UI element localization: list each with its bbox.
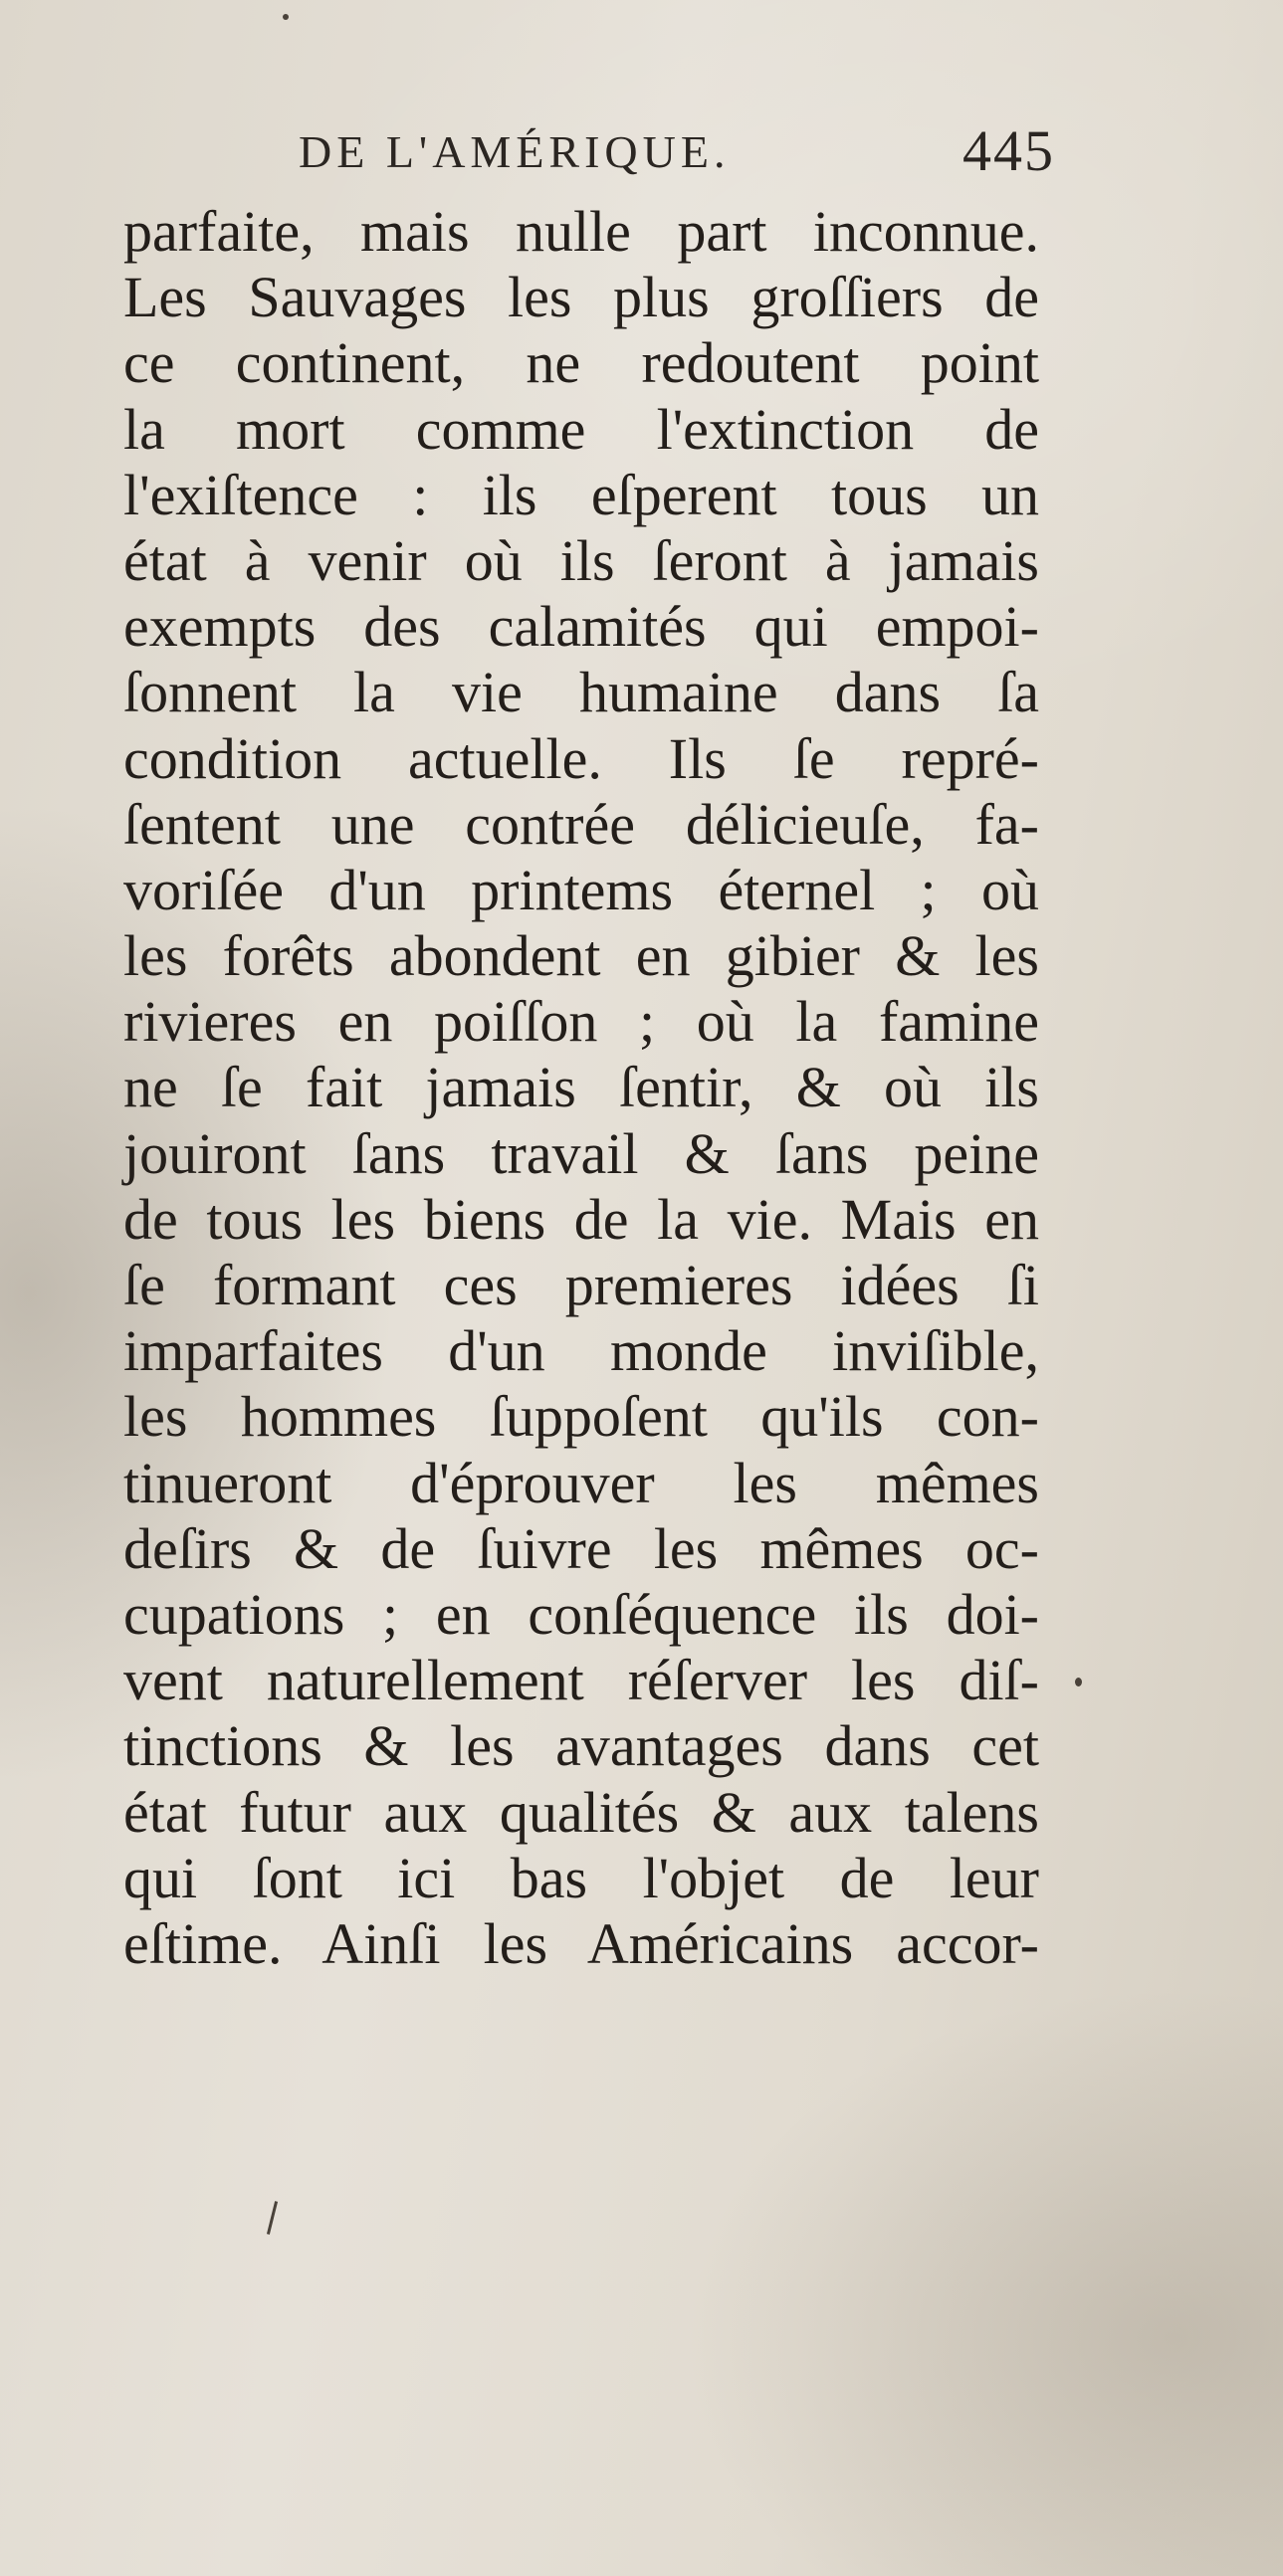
text-line: imparfaites d'un monde inviſible,	[123, 1318, 1039, 1384]
text-line: tinueront d'éprouver les mêmes	[123, 1450, 1039, 1515]
text-line: voriſée d'un printems éternel ; où	[123, 857, 1039, 922]
text-line: condition actuelle. Ils ſe repré-	[123, 725, 1039, 791]
text-line: ſe formant ces premieres idées ſi	[123, 1253, 1039, 1317]
text-line: deſirs & de ſuivre les mêmes oc-	[123, 1515, 1039, 1581]
page-number: 445	[962, 118, 1055, 183]
text-line: eſtime. Ainſi les Américains accor-	[123, 1910, 1039, 1976]
text-line: Les Sauvages les plus groſſiers de	[123, 265, 1039, 330]
text-line: ce continent, ne redoutent point	[123, 330, 1039, 396]
text-line: les forêts abondent en gibier & les	[123, 923, 1039, 989]
text-line: ſonnent la vie humaine dans ſa	[123, 660, 1039, 725]
text-line: parfaite, mais nulle part inconnue.	[123, 199, 1039, 264]
text-line: qui ſont ici bas l'objet de leur	[123, 1845, 1039, 1910]
text-line: vent naturellement réſerver les diſ-	[123, 1648, 1039, 1713]
text-line: rivieres en poiſſon ; où la famine	[123, 989, 1039, 1055]
text-line: tinctions & les avantages dans cet	[123, 1713, 1039, 1779]
body-text	[123, 199, 1039, 1977]
running-head	[299, 117, 1055, 187]
text-line: ne ſe fait jamais ſentir, & où ils	[123, 1055, 1039, 1120]
text-line: ſentent une contrée délicieuſe, fa-	[123, 791, 1039, 857]
text-line: la mort comme l'extinction de	[123, 396, 1039, 462]
text-line: état à venir où ils ſeront à jamais	[123, 527, 1039, 593]
text-line: exempts des calamités qui empoi-	[123, 594, 1039, 660]
ink-speck	[1075, 1678, 1082, 1686]
text-line: jouiront ſans travail & ſans peine	[123, 1120, 1039, 1186]
text-line: état futur aux qualités & aux talens	[123, 1779, 1039, 1845]
text-line: les hommes ſuppoſent qu'ils con-	[123, 1384, 1039, 1450]
pencil-mark	[267, 2201, 278, 2235]
ink-speck	[283, 14, 289, 20]
text-line: l'exiſtence : ils eſperent tous un	[123, 462, 1039, 527]
running-title: DE L'AMÉRIQUE.	[299, 126, 731, 177]
text-line: de tous les biens de la vie. Mais en	[123, 1186, 1039, 1252]
text-line: cupations ; en conſéquence ils doi-	[123, 1581, 1039, 1647]
